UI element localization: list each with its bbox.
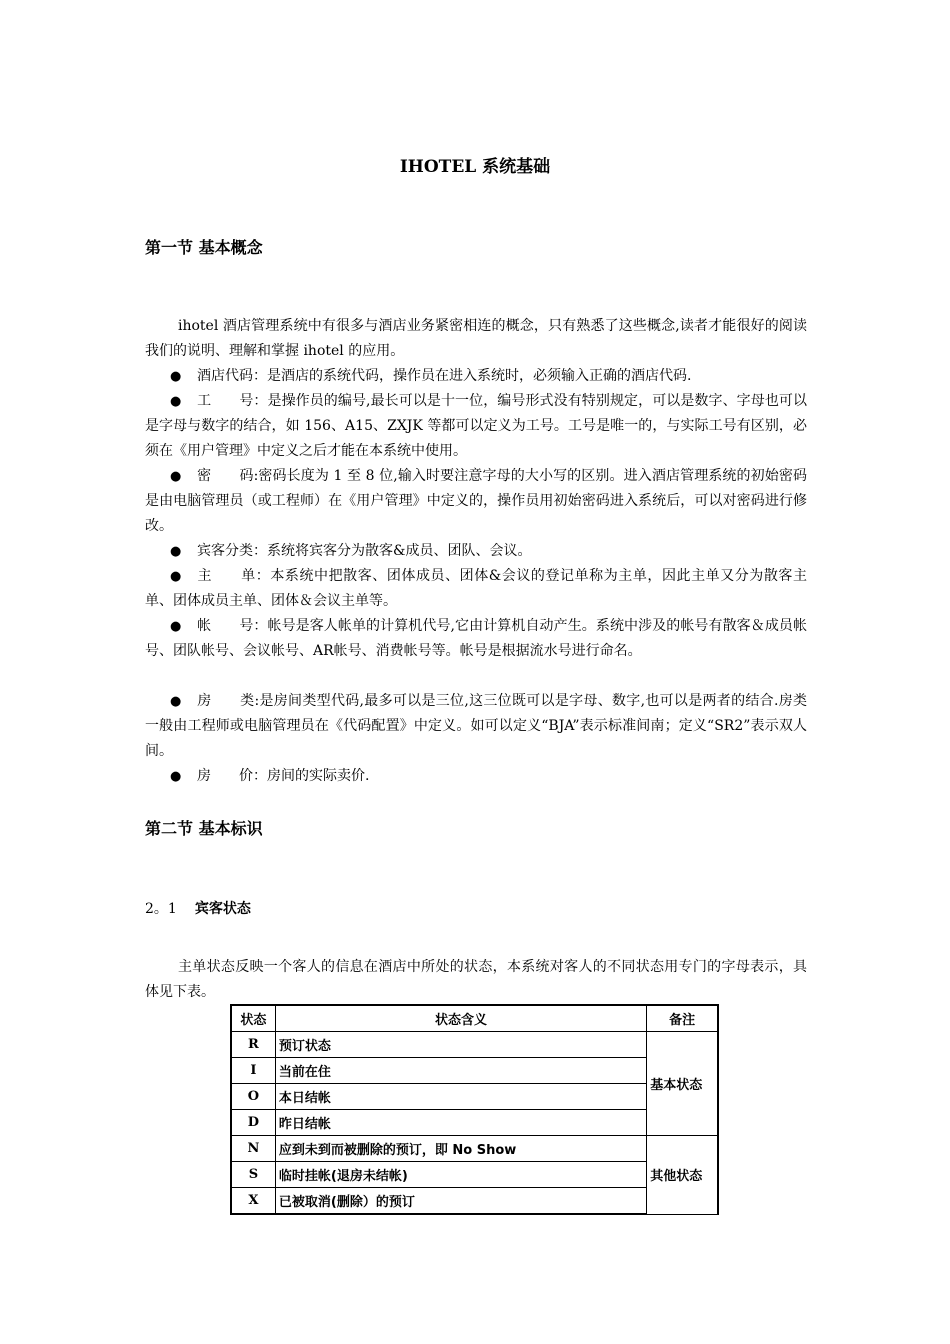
section-2-title: 第二节 基本标识 — [145, 819, 263, 838]
table-row — [231, 1136, 718, 1162]
list-item — [145, 689, 807, 764]
section-1-title: 第一节 基本概念 — [145, 238, 263, 257]
bullet-icon: ● — [170, 394, 182, 409]
status-code: D — [231, 1110, 275, 1136]
table-row — [231, 1110, 718, 1136]
section-1-intro: ihotel 酒店管理系统中有很多与酒店业务紧密相连的概念，只有熟悉了这些概念,读者才能很好的阅读我们的说明、理解和掌握 ihotel 的应用。 — [145, 318, 807, 359]
list-item — [145, 539, 807, 564]
column-header: 状态 — [231, 1005, 275, 1032]
list-item-text: 主 单：本系统中把散客、团体成员、团体&会议的登记单称为主单，因此主单又分为散客主单、团体成员主单、团体＆会议主单等。 — [145, 568, 807, 609]
list-item-text: 房 价：房间的实际卖价. — [197, 768, 370, 784]
table-row — [231, 1058, 718, 1084]
bullet-icon: ● — [170, 694, 182, 709]
list-item — [145, 564, 807, 614]
status-meaning: 本日结帐 — [275, 1084, 646, 1110]
bullet-icon: ● — [170, 469, 182, 484]
status-code: S — [231, 1162, 275, 1188]
list-item — [145, 364, 807, 389]
status-meaning: 已被取消(删除）的预订 — [275, 1188, 646, 1215]
status-note: 基本状态 — [647, 1032, 718, 1136]
status-meaning: 昨日结帐 — [275, 1110, 646, 1136]
status-code: O — [231, 1084, 275, 1110]
table-row — [231, 1162, 718, 1188]
list-item-text: 帐 号：帐号是客人帐单的计算机代号,它由计算机自动产生。系统中涉及的帐号有散客＆成员帐号、团队帐号、会议帐号、AR帐号、消费帐号等。帐号是根据流水号进行命名。 — [145, 618, 807, 659]
bullet-icon: ● — [170, 544, 182, 559]
status-meaning: 应到未到而被删除的预订，即 No Show — [275, 1136, 646, 1162]
status-code: N — [231, 1136, 275, 1162]
table-row — [231, 1188, 718, 1215]
status-code: R — [231, 1032, 275, 1058]
status-code: I — [231, 1058, 275, 1084]
list-item-text: 密 码:密码长度为 1 至 8 位,输入时要注意字母的大小写的区别。进入酒店管理系统的初始密码是由电脑管理员（或工程师）在《用户管理》中定义的，操作员用初始密码进入系统后，可以对密码进行修改。 — [145, 468, 807, 534]
status-note: 其他状态 — [647, 1136, 718, 1215]
status-code: X — [231, 1188, 275, 1215]
status-table — [230, 1004, 719, 1215]
bullet-icon: ● — [170, 569, 182, 584]
bullet-icon: ● — [170, 619, 182, 634]
column-header: 状态含义 — [275, 1005, 646, 1032]
list-item-text: 酒店代码：是酒店的系统代码，操作员在进入系统时，必须输入正确的酒店代码. — [197, 368, 692, 384]
list-item-text: 宾客分类：系统将宾客分为散客&成员、团队、会议。 — [197, 543, 532, 559]
column-header: 备注 — [647, 1005, 718, 1032]
document-title: IHOTEL 系统基础 — [399, 157, 551, 177]
status-meaning: 当前在住 — [275, 1058, 646, 1084]
table-row — [231, 1084, 718, 1110]
status-meaning: 预订状态 — [275, 1032, 646, 1058]
bullet-icon: ● — [170, 369, 182, 384]
list-item — [145, 464, 807, 539]
list-item-text: 房 类:是房间类型代码,最多可以是三位,这三位既可以是字母、数字,也可以是两者的结合.房类一般由工程师或电脑管理员在《代码配置》中定义。如可以定义“BJA”表示标准间南；定义“SR2”表示双人间。 — [145, 693, 807, 759]
bullet-icon: ● — [170, 769, 182, 784]
list-item — [145, 764, 807, 789]
subsection-heading — [145, 898, 251, 918]
subsection-title: 宾客状态 — [194, 901, 251, 917]
table-row — [231, 1032, 718, 1058]
section-2-intro: 主单状态反映一个客人的信息在酒店中所处的状态，本系统对客人的不同状态用专门的字母表示，具体见下表。 — [145, 959, 807, 1000]
list-item — [145, 614, 807, 664]
list-item-text: 工 号：是操作员的编号,最长可以是十一位，编号形式没有特别规定，可以是数字、字母也可以是字母与数字的结合，如 156、A15、ZXJK 等都可以定义为工号。工号是唯一的，与实际工号有区别，必须在《用户管理》中定义之后才能在本系统中使用。 — [145, 393, 807, 459]
list-item — [145, 389, 807, 464]
status-meaning: 临时挂帐(退房未结帐) — [275, 1162, 646, 1188]
table-header-row — [231, 1005, 718, 1032]
subsection-number: 2。1 — [145, 901, 177, 917]
